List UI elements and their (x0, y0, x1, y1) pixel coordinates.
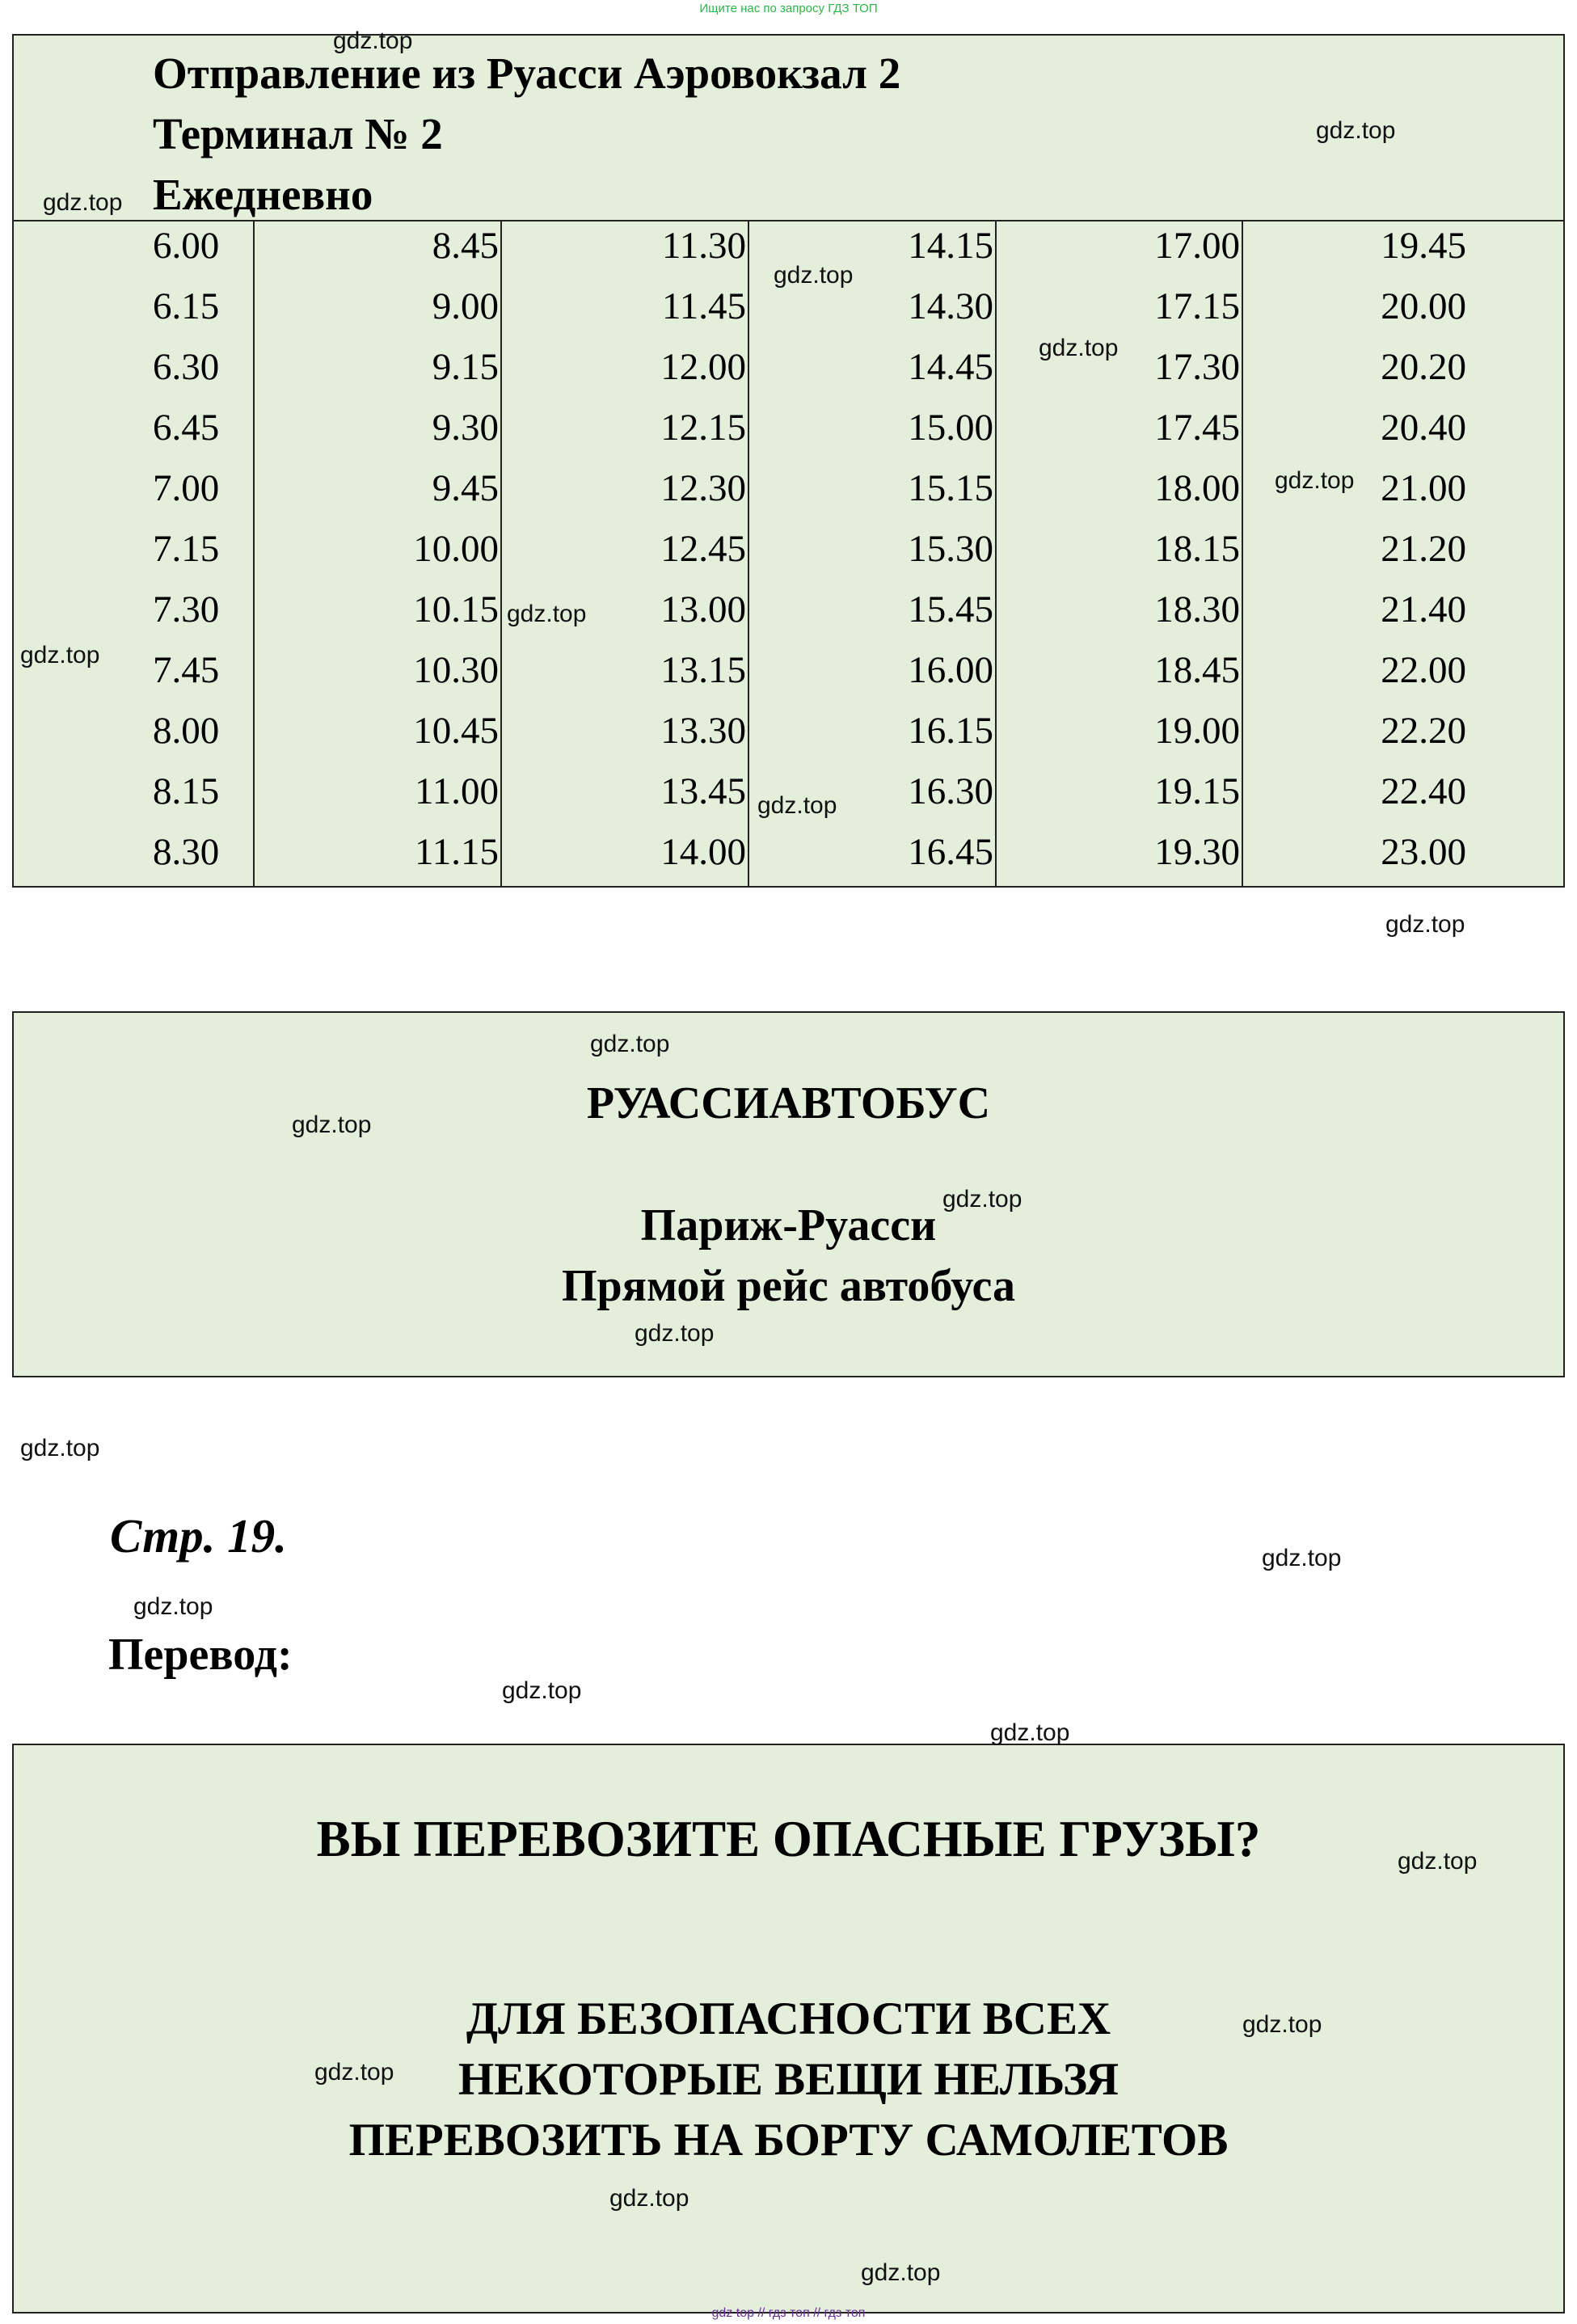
departure-time: 18.00 (1154, 467, 1240, 509)
departure-time: 22.40 (1381, 770, 1466, 812)
departure-time: 6.15 (153, 285, 220, 327)
watermark: gdz.top (635, 1320, 715, 1347)
departure-time: 13.00 (660, 588, 746, 631)
dangerous-goods-box (12, 1744, 1565, 2313)
schedule-box (12, 34, 1565, 888)
danger-line-2: НЕКОТОРЫЕ ВЕЩИ НЕЛЬЗЯ (457, 2054, 1120, 2105)
watermark: gdz.top (20, 642, 100, 669)
departure-time: 16.45 (908, 831, 993, 873)
departure-time: 17.45 (1154, 407, 1240, 449)
departure-time: 8.45 (432, 225, 499, 267)
departure-time: 12.15 (660, 407, 746, 449)
schedule-terminal: Терминал № 2 (153, 109, 443, 158)
departure-time: 20.20 (1381, 346, 1466, 388)
danger-line-1: ДЛЯ БЕЗОПАСНОСТИ ВСЕХ (466, 1993, 1111, 2044)
departure-time: 8.00 (153, 710, 220, 752)
departure-time: 6.30 (153, 346, 220, 388)
departure-time: 7.30 (153, 588, 220, 631)
departure-time: 7.15 (153, 528, 220, 570)
column-divider (500, 220, 502, 886)
departure-time: 11.45 (661, 285, 746, 327)
departure-time: 13.15 (660, 649, 746, 691)
column-divider (995, 220, 997, 886)
column-divider (748, 220, 749, 886)
departure-time: 7.45 (153, 649, 220, 691)
danger-line-3: ПЕРЕВОЗИТЬ НА БОРТУ САМОЛЕТОВ (348, 2115, 1229, 2166)
departure-time: 6.00 (153, 225, 220, 267)
departure-time: 14.15 (908, 225, 993, 267)
watermark: gdz.top (1316, 117, 1396, 144)
watermark: gdz.top (20, 1435, 100, 1461)
translation-label: Перевод: (108, 1630, 293, 1680)
departure-time: 15.45 (908, 588, 993, 631)
departure-time: 11.15 (414, 831, 499, 873)
watermark: gdz.top (942, 1186, 1023, 1213)
bus-sign-box (12, 1011, 1565, 1377)
departure-time: 10.45 (413, 710, 499, 752)
departure-time: 22.00 (1381, 649, 1466, 691)
footer-note: gdz top // гдз топ // гдз топ (711, 2306, 866, 2320)
departure-time: 15.15 (908, 467, 993, 509)
departure-time: 11.30 (661, 225, 746, 267)
departure-time: 7.00 (153, 467, 220, 509)
departure-time: 18.30 (1154, 588, 1240, 631)
departure-time: 23.00 (1381, 831, 1466, 873)
departure-time: 11.00 (414, 770, 499, 812)
bus-subtitle: Прямой рейс автобуса (561, 1261, 1016, 1311)
watermark: gdz.top (43, 189, 123, 216)
watermark: gdz.top (609, 2185, 689, 2212)
bus-route: Париж-Руасси (640, 1200, 937, 1251)
departure-time: 12.45 (660, 528, 746, 570)
departure-time: 9.45 (432, 467, 499, 509)
departure-time: 19.15 (1154, 770, 1240, 812)
watermark: gdz.top (1398, 1848, 1478, 1875)
watermark: gdz.top (774, 262, 854, 289)
header-note: Ищите нас по запросу ГДЗ ТОП (699, 2, 878, 15)
column-divider (1242, 220, 1243, 886)
departure-time: 18.45 (1154, 649, 1240, 691)
departure-time: 9.15 (432, 346, 499, 388)
departure-time: 17.15 (1154, 285, 1240, 327)
departure-time: 14.45 (908, 346, 993, 388)
departure-time: 17.30 (1154, 346, 1240, 388)
departure-time: 14.30 (908, 285, 993, 327)
departure-time: 16.15 (908, 710, 993, 752)
watermark: gdz.top (507, 601, 587, 627)
departure-time: 6.45 (153, 407, 220, 449)
departure-time: 21.20 (1381, 528, 1466, 570)
departure-time: 15.00 (908, 407, 993, 449)
departure-time: 17.00 (1154, 225, 1240, 267)
watermark: gdz.top (1262, 1545, 1342, 1571)
watermark: gdz.top (1039, 335, 1119, 361)
departure-time: 12.00 (660, 346, 746, 388)
departure-time: 15.30 (908, 528, 993, 570)
departure-time: 10.00 (413, 528, 499, 570)
watermark: gdz.top (1242, 2011, 1322, 2038)
schedule-header-divider (14, 220, 1563, 221)
departure-time: 18.15 (1154, 528, 1240, 570)
departure-time: 20.00 (1381, 285, 1466, 327)
departure-time: 21.00 (1381, 467, 1466, 509)
watermark: gdz.top (1385, 911, 1465, 938)
column-divider (253, 220, 255, 886)
watermark: gdz.top (990, 1719, 1070, 1746)
departure-time: 9.00 (432, 285, 499, 327)
departure-time: 9.30 (432, 407, 499, 449)
departure-time: 19.00 (1154, 710, 1240, 752)
departure-time: 16.00 (908, 649, 993, 691)
bus-title: РУАССИАВТОБУС (586, 1078, 991, 1128)
watermark: gdz.top (1275, 467, 1355, 494)
schedule-title: Отправление из Руасси Аэровокзал 2 (153, 49, 901, 98)
schedule-frequency: Ежедневно (153, 170, 373, 219)
departure-time: 21.40 (1381, 588, 1466, 631)
watermark: gdz.top (590, 1031, 670, 1057)
departure-time: 19.45 (1381, 225, 1466, 267)
departure-time: 14.00 (660, 831, 746, 873)
watermark: gdz.top (757, 792, 837, 819)
departure-time: 13.30 (660, 710, 746, 752)
departure-time: 20.40 (1381, 407, 1466, 449)
watermark: gdz.top (502, 1677, 582, 1704)
departure-time: 13.45 (660, 770, 746, 812)
watermark: gdz.top (861, 2259, 941, 2286)
watermark: gdz.top (133, 1593, 213, 1620)
watermark: gdz.top (333, 27, 413, 54)
departure-time: 16.30 (908, 770, 993, 812)
watermark: gdz.top (314, 2059, 394, 2086)
departure-time: 22.20 (1381, 710, 1466, 752)
departure-time: 10.15 (413, 588, 499, 631)
page-reference: Стр. 19. (110, 1509, 287, 1563)
departure-time: 19.30 (1154, 831, 1240, 873)
danger-heading: ВЫ ПЕРЕВОЗИТЕ ОПАСНЫЕ ГРУЗЫ? (316, 1811, 1261, 1867)
departure-time: 10.30 (413, 649, 499, 691)
departure-time: 8.15 (153, 770, 220, 812)
departure-time: 12.30 (660, 467, 746, 509)
watermark: gdz.top (292, 1111, 372, 1138)
departure-time: 8.30 (153, 831, 220, 873)
